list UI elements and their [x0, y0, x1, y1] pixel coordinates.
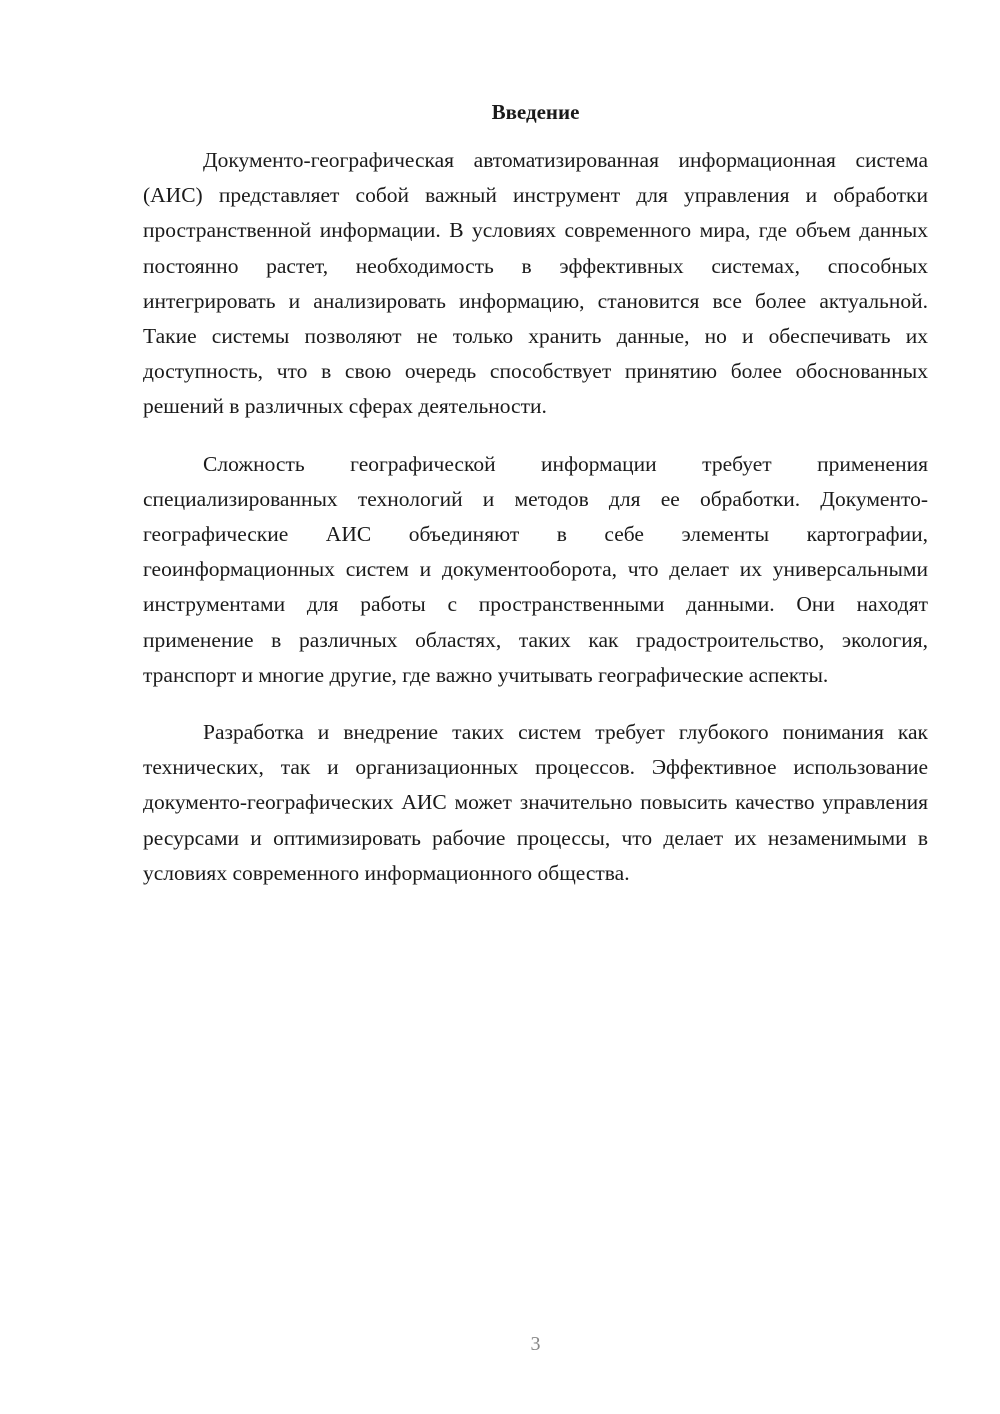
- page-number: 3: [530, 1333, 541, 1355]
- section-title: Введение: [491, 100, 580, 124]
- paragraph-2: Сложность географической информации требует применения специализированных технологий и методов для ее обработки. Документо-географические АИС объединяют в себе элементы картографии, геоинформационных систем и документооборота, что делает их универсальными инструментами для работы с пространственными данными. Они находят применение в различных областях, таких как градостроительство, экология, транспорт и многие другие, где важно учитывать географические аспекты.: [143, 451, 928, 687]
- paragraph-1: Документо-географическая автоматизированная информационная система (АИС) представляет собой важный инструмент для управления и обработки пространственной информации. В условиях современного мира, где объем данных постоянно растет, необходимость в эффективных системах, способных интегрировать и анализировать информацию, становится все более актуальной. Такие системы позволяют не только хранить данные, но и обеспечивать их доступность, что в свою очередь способствует принятию более обоснованных решений в различных сферах деятельности.: [143, 148, 928, 419]
- paragraph-3: Разработка и внедрение таких систем требует глубокого понимания как технических, так и организационных процессов. Эффективное использование документо-географических АИС может значительно повысить качество управления ресурсами и оптимизировать рабочие процессы, что делает их незаменимыми в условиях современного информационного общества.: [143, 720, 928, 885]
- body-text: [143, 143, 928, 913]
